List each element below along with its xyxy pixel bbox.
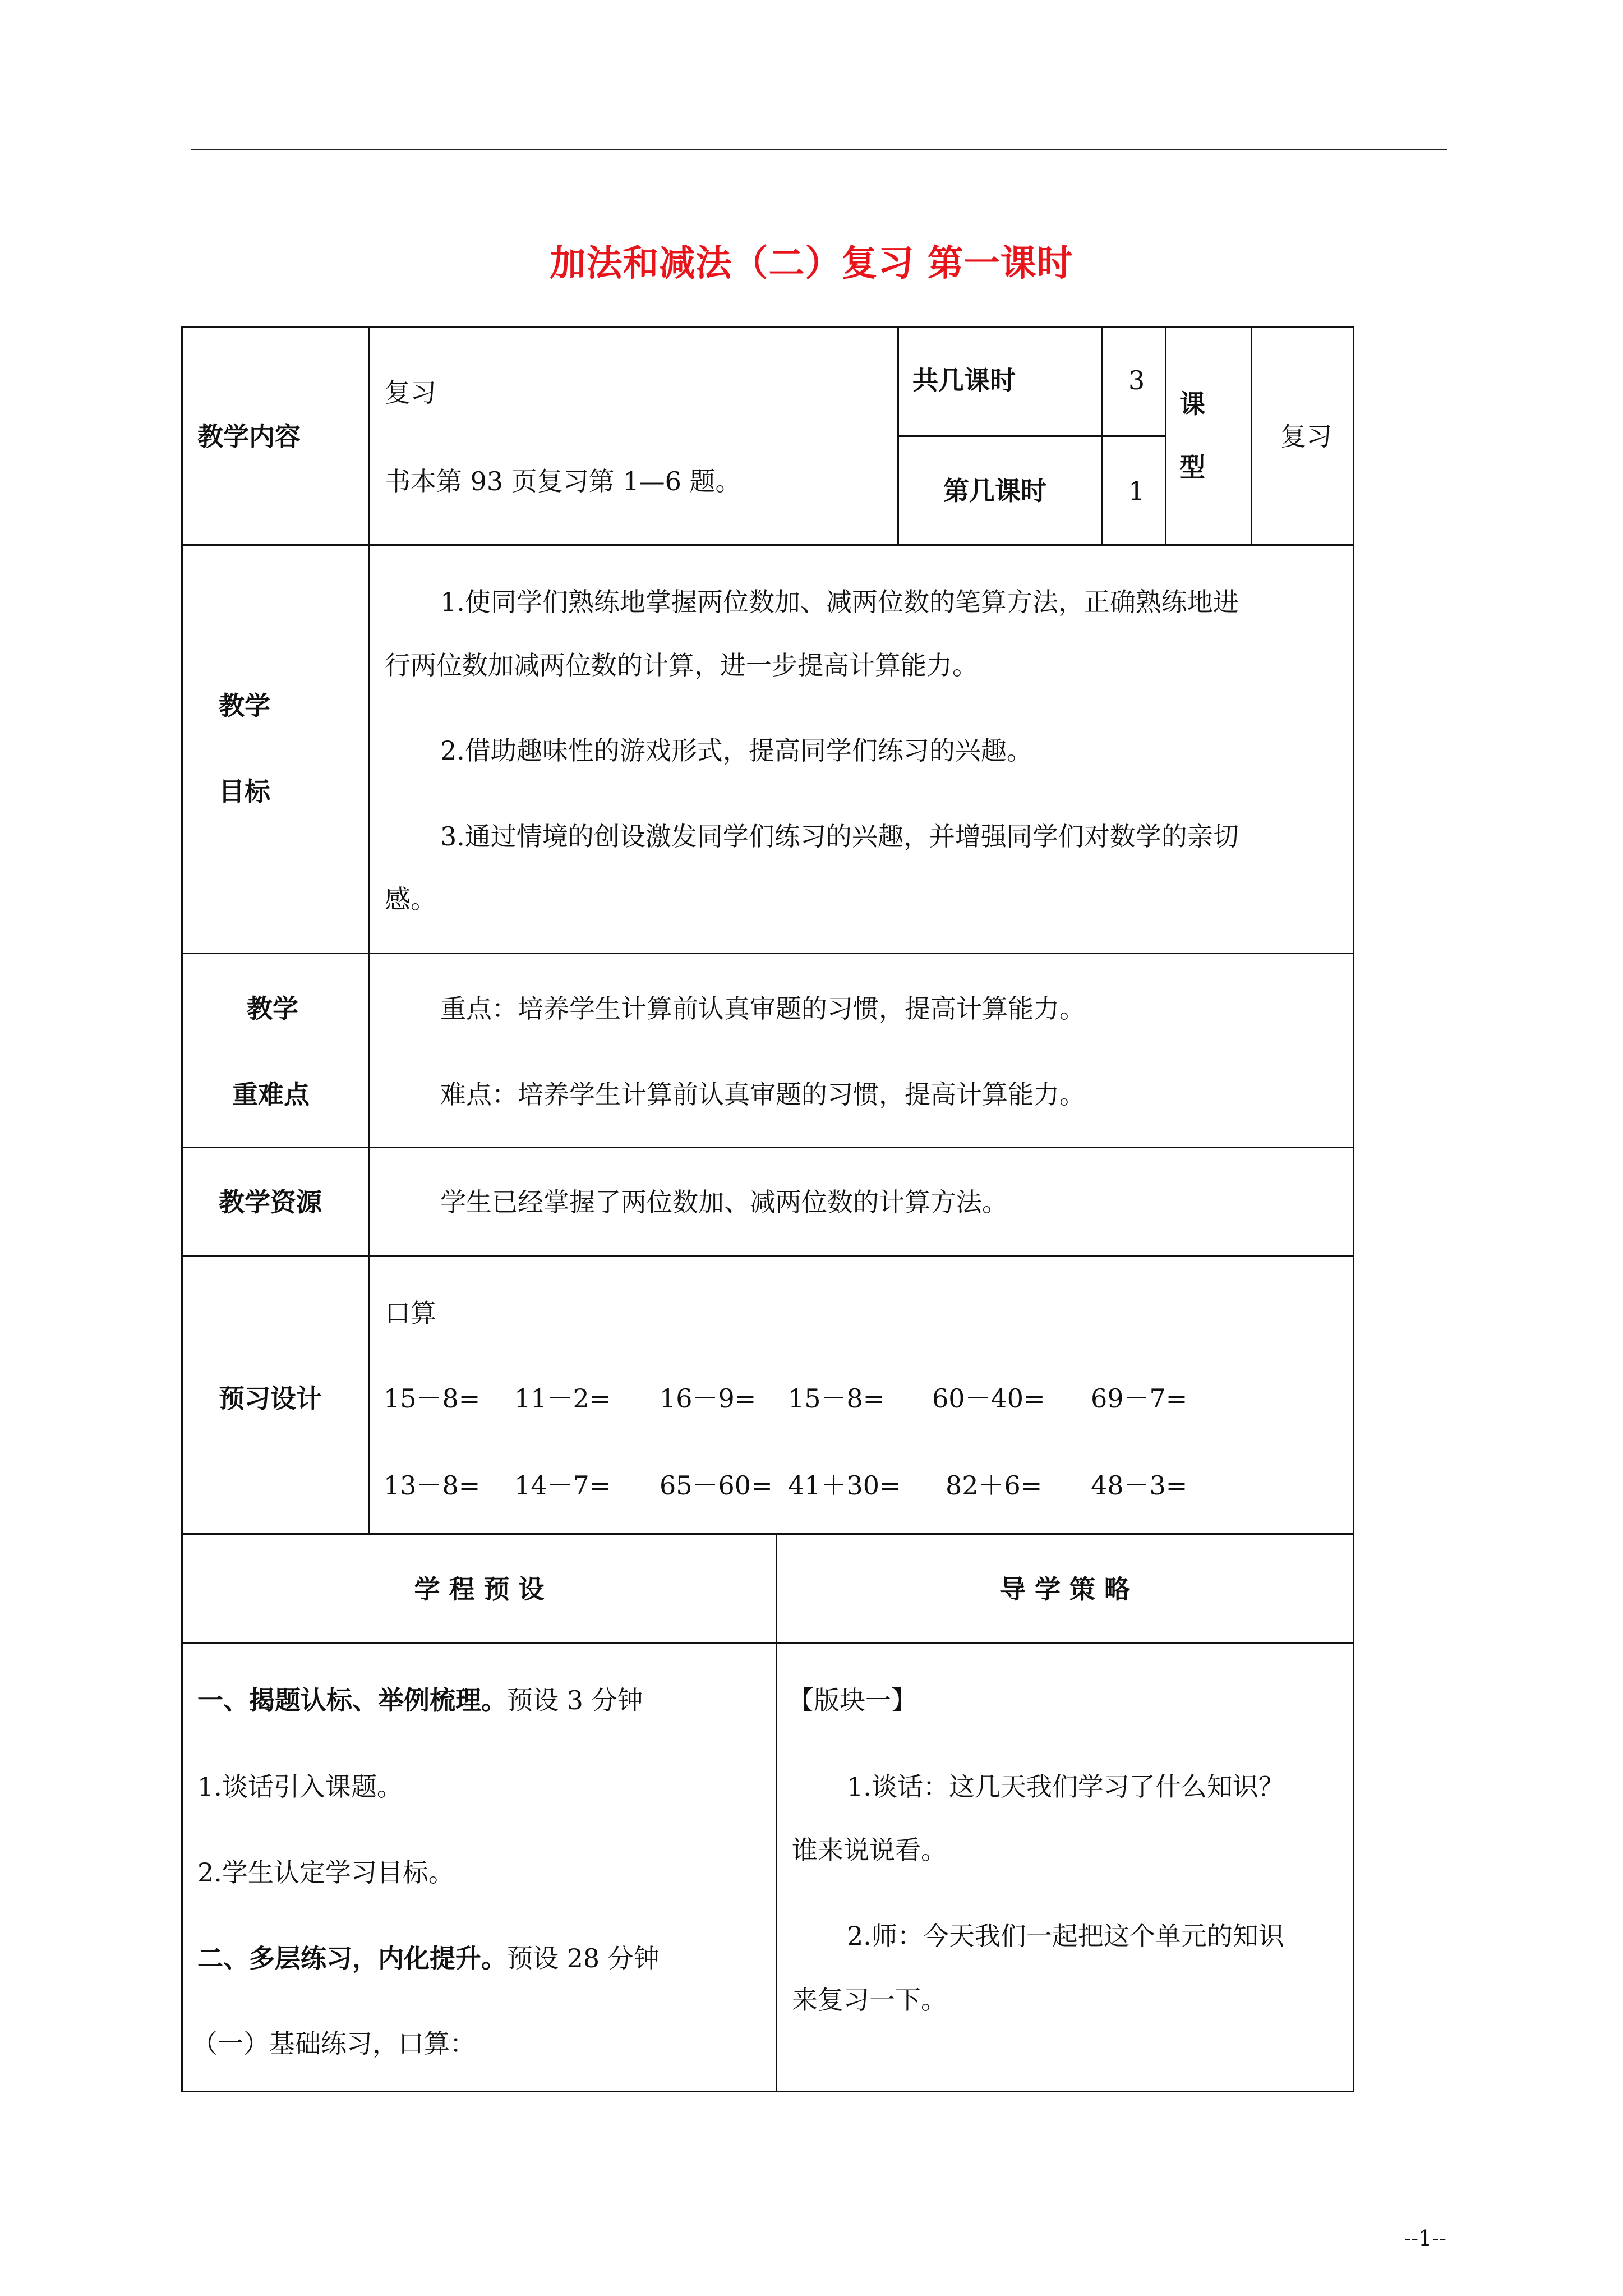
calc-item: 41＋30= [788,1470,901,1501]
section-1-item-2: 2.学生认定学习目标。 [197,1857,454,1888]
difficulty: 难点：培养学生计算前认真审题的习惯，提高计算能力。 [440,1079,1085,1110]
goal-line-1: 1.使同学们熟练地掌握两位数加、减两位数的笔算方法，正确熟练地进 [440,587,1239,617]
page-number: --1-- [1404,2226,1446,2251]
strategy-line-4: 来复习一下。 [792,1985,947,2015]
process-left-header: 学 程 预 设 [414,1574,545,1604]
calc-item: 16－9= [660,1383,757,1414]
resources-text: 学生已经掌握了两位数加、减两位数的计算方法。 [440,1187,1008,1217]
calc-item: 48－3= [1091,1470,1188,1501]
section-2-subheading: （一）基础练习，口算： [192,2028,476,2059]
strategy-line-2: 谁来说说看。 [792,1835,947,1865]
content-line-2: 书本第 93 页复习第 1—6 题。 [385,466,741,496]
content-label: 教学内容 [197,421,301,452]
calc-item: 11－2= [514,1383,611,1414]
table-border-top [181,326,1354,328]
table-border-left [181,326,183,2092]
section-1-heading [197,1687,643,1713]
table-line [1165,326,1166,546]
calc-item: 15－8= [788,1383,885,1414]
table-line [181,1147,1354,1148]
current-lesson-label: 第几课时 [943,476,1046,506]
calc-item: 60－40= [932,1383,1045,1414]
strategy-line-1: 1.谈话：这几天我们学习了什么知识？ [847,1772,1284,1802]
current-lesson-value: 1 [1128,476,1145,506]
key-point: 重点：培养学生计算前认真审题的习惯，提高计算能力。 [440,993,1085,1024]
keypoints-label-1: 教学 [247,993,298,1024]
goal-line-5: 感。 [385,884,436,914]
section-1-time: 预设 3 分钟 [507,1685,643,1715]
table-line [776,1533,777,2092]
table-line [368,326,370,1535]
table-line [1101,326,1103,546]
table-line [181,544,1354,546]
calc-item: 65－60= [660,1470,773,1501]
calc-item: 69－7= [1091,1383,1188,1414]
table-line [181,1642,1354,1644]
calc-item: 13－8= [384,1470,481,1501]
total-lessons-label: 共几课时 [912,365,1016,395]
calc-item: 82＋6= [946,1470,1043,1501]
table-line [181,953,1354,954]
goals-label-1: 教学 [219,691,270,721]
process-right-header: 导 学 策 略 [999,1574,1131,1604]
goals-label-2: 目标 [219,776,270,807]
section-2-heading [197,1945,660,1971]
goal-line-2: 行两位数加减两位数的计算，进一步提高计算能力。 [385,650,978,680]
preview-label: 预习设计 [219,1383,322,1414]
strategy-block-label: 【版块一】 [788,1685,917,1715]
section-2-time: 预设 28 分钟 [507,1943,660,1973]
lesson-type-label-2: 型 [1179,452,1205,482]
strategy-line-3: 2.师：今天我们一起把这个单元的知识 [847,1921,1284,1951]
resources-label: 教学资源 [219,1187,322,1217]
preview-heading: 口算 [385,1298,436,1328]
page-title: 加法和减法（二）复习 第一课时 [550,242,1073,284]
table-border-right [1353,326,1354,2092]
table-line [897,326,899,546]
table-line [181,1533,1354,1535]
header-rule [191,149,1447,150]
lesson-type-value: 复习 [1280,421,1332,452]
table-line [181,1255,1354,1257]
table-line [1251,326,1252,546]
section-1-title: 一、揭题认标、举例梳理。 [197,1685,507,1715]
calc-item: 14－7= [514,1470,611,1501]
section-1-item-1: 1.谈话引入课题。 [197,1772,403,1802]
goal-line-3: 2.借助趣味性的游戏形式，提高同学们练习的兴趣。 [440,735,1032,766]
content-line-1: 复习 [385,378,436,408]
goal-line-4: 3.通过情境的创设激发同学们练习的兴趣，并增强同学们对数学的亲切 [440,821,1239,852]
lesson-type-label-1: 课 [1179,389,1205,419]
total-lessons-value: 3 [1128,365,1145,395]
section-2-title: 二、多层练习，内化提升。 [197,1943,507,1973]
calc-item: 15－8= [384,1383,481,1414]
keypoints-label-2: 重难点 [232,1079,310,1110]
table-border-bottom [181,2091,1354,2092]
table-line [897,435,1166,437]
